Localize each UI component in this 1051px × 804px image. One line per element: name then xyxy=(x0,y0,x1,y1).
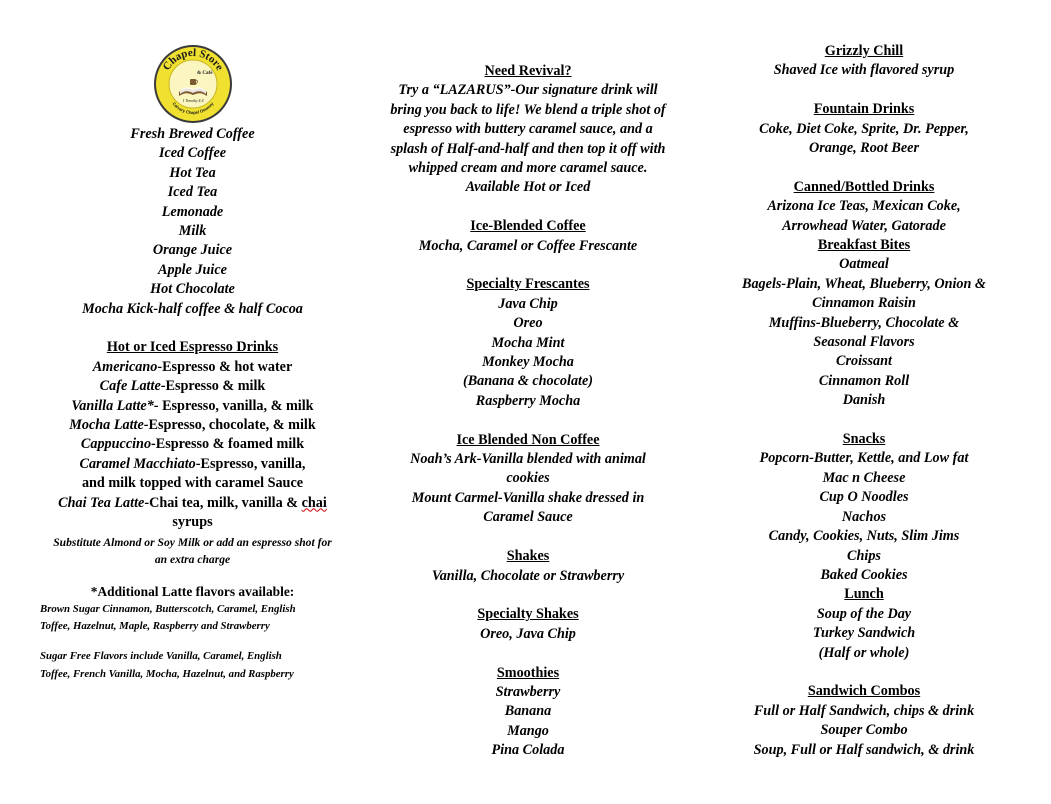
menu-item: Danish xyxy=(842,392,886,409)
logo-subtitle: & Café xyxy=(197,71,213,76)
menu-item: Iced Tea xyxy=(167,184,218,201)
menu-item: Orange, Root Beer xyxy=(809,140,919,157)
menu-item: Oreo, Java Chip xyxy=(480,625,576,642)
menu-item: Oatmeal xyxy=(839,256,889,273)
menu-item: Mocha Mint xyxy=(491,334,565,351)
menu-item: Shaved Ice with flavored syrup xyxy=(773,62,955,79)
section-header-revival: Need Revival? xyxy=(484,63,572,79)
description-line: bring you back to life! We blend a triple shot of xyxy=(390,101,666,118)
menu-item: Mocha, Caramel or Coffee Frescante xyxy=(418,237,638,254)
menu-item: Mango xyxy=(507,722,549,739)
section-header-combos: Sandwich Combos xyxy=(807,683,921,700)
basic-drinks-list xyxy=(40,125,345,319)
section-header-specialty-shakes: Specialty Shakes xyxy=(477,606,579,623)
menu-item: Cup O Noodles xyxy=(819,489,909,506)
column-right xyxy=(718,42,1010,760)
sugar-free-flavors: Sugar Free Flavors include Vanilla, Caramel, English Toffee, French Vanilla, Mocha, Hazelnut, and Raspberry xyxy=(40,650,294,680)
description-line: Try a “LAZARUS”-Our signature drink will xyxy=(398,82,658,99)
menu-item: Oreo xyxy=(513,315,543,332)
menu-item: Caramel Sauce xyxy=(483,509,573,526)
menu-item: Turkey Sandwich xyxy=(812,625,916,642)
menu-item: Arizona Ice Teas, Mexican Coke, xyxy=(767,198,961,215)
menu-item: Cinnamon Raisin xyxy=(812,295,916,312)
menu-item: Mac n Cheese xyxy=(822,469,906,486)
substitute-note: Substitute Almond or Soy Milk or add an espresso shot for an extra charge xyxy=(53,535,332,567)
section-header-frescantes: Specialty Frescantes xyxy=(466,276,590,293)
section-header-non-coffee: Ice Blended Non Coffee xyxy=(456,431,600,448)
menu-item: syrups xyxy=(172,514,213,531)
menu-item: Fresh Brewed Coffee xyxy=(130,126,255,142)
menu-item: Baked Cookies xyxy=(820,566,908,583)
menu-item: Raspberry Mocha xyxy=(475,392,581,409)
menu-item: cookies xyxy=(506,470,550,487)
menu-item: Bagels-Plain, Wheat, Blueberry, Onion & xyxy=(742,275,986,292)
description-line: Available Hot or Iced xyxy=(465,179,591,196)
menu-item: Mocha Kick-half coffee & half Cocoa xyxy=(82,300,303,317)
menu-item: Cafe Latte-Espresso & milk xyxy=(99,378,266,395)
logo-motto: 1 Timothy 4:4 xyxy=(182,99,204,103)
menu-item: Chips xyxy=(847,547,881,564)
column-left xyxy=(40,125,345,684)
section-header-ice-blended: Ice-Blended Coffee xyxy=(470,218,586,235)
menu-item: Vanilla, Chocolate or Strawberry xyxy=(431,567,625,584)
menu-item: Java Chip xyxy=(498,295,558,312)
column-middle xyxy=(378,62,678,761)
menu-item: Monkey Mocha xyxy=(482,354,574,371)
section-header-lunch: Lunch xyxy=(844,586,884,603)
menu-item: Iced Coffee xyxy=(158,145,227,162)
menu-item: Cappuccino-Espresso & foamed milk xyxy=(80,436,305,453)
menu-item: Croissant xyxy=(836,353,892,370)
section-header-espresso: Hot or Iced Espresso Drinks xyxy=(106,339,279,356)
chapel-store-logo xyxy=(153,44,233,124)
menu-item: (Half or whole) xyxy=(818,644,910,661)
menu-item: Mount Carmel-Vanilla shake dressed in xyxy=(411,489,645,506)
section-header-snacks: Snacks xyxy=(842,431,886,448)
menu-item: Orange Juice xyxy=(152,242,233,259)
section-header-smoothies: Smoothies xyxy=(496,664,560,681)
menu-item: Arrowhead Water, Gatorade xyxy=(782,217,946,234)
menu-item: Milk xyxy=(178,223,207,240)
menu-item: Mocha Latte-Espresso, chocolate, & milk xyxy=(69,417,316,434)
menu-item: Souper Combo xyxy=(820,722,908,739)
menu-item: Vanilla Latte*- Espresso, vanilla, & milk xyxy=(71,397,314,414)
menu-item: Lemonade xyxy=(161,203,224,220)
menu-item: Coke, Diet Coke, Sprite, Dr. Pepper, xyxy=(759,120,969,137)
menu-item: Banana xyxy=(504,703,552,720)
section-header-shakes: Shakes xyxy=(506,548,550,565)
menu-item: Candy, Cookies, Nuts, Slim Jims xyxy=(768,528,960,545)
additional-flavors-list: Brown Sugar Cinnamon, Butterscotch, Caramel, English Toffee, Hazelnut, Maple, Raspberry and Strawberry xyxy=(40,602,296,633)
menu-item: Popcorn-Butter, Kettle, and Low fat xyxy=(759,450,969,467)
section-header-breakfast: Breakfast Bites xyxy=(817,237,911,254)
additional-flavors-header: *Additional Latte flavors available: xyxy=(90,583,295,599)
menu-item: Noah’s Ark-Vanilla blended with animal xyxy=(410,451,646,468)
menu-item: Seasonal Flavors xyxy=(813,334,915,351)
menu-item: Americano-Espresso & hot water xyxy=(92,358,293,375)
menu-item: Hot Chocolate xyxy=(150,281,235,298)
menu-item: Soup of the Day xyxy=(816,605,912,622)
menu-item: (Banana & chocolate) xyxy=(462,373,594,390)
logo-footer: Calvary Chapel Downey xyxy=(171,101,215,116)
menu-item: Soup, Full or Half sandwich, & drink xyxy=(753,741,975,758)
menu-item: Cinnamon Roll xyxy=(818,372,910,389)
menu-item: Hot Tea xyxy=(169,164,216,181)
menu-item: Chai Tea Latte-Chai tea, milk, vanilla & chai xyxy=(58,494,327,511)
description-line: whipped cream and more caramel sauce. xyxy=(408,160,648,177)
menu-item: Full or Half Sandwich, chips & drink xyxy=(753,702,975,719)
description-line: splash of Half-and-half and then top it off with xyxy=(390,140,666,157)
section-header-grizzly: Grizzly Chill xyxy=(824,43,904,59)
menu-item: Strawberry xyxy=(495,683,561,700)
menu-item: Pina Colada xyxy=(491,742,565,759)
logo-title: Chapel Store xyxy=(160,46,226,73)
menu-item: and milk topped with caramel Sauce xyxy=(81,475,304,492)
section-header-canned: Canned/Bottled Drinks xyxy=(793,178,935,195)
menu-item: Caramel Macchiato-Espresso, vanilla, xyxy=(79,455,306,472)
section-header-fountain: Fountain Drinks xyxy=(813,101,915,118)
menu-item: Nachos xyxy=(841,508,887,525)
description-line: espresso with buttery caramel sauce, and a xyxy=(403,121,653,138)
menu-item: Apple Juice xyxy=(158,261,227,278)
menu-item: Muffins-Blueberry, Chocolate & xyxy=(768,314,960,331)
